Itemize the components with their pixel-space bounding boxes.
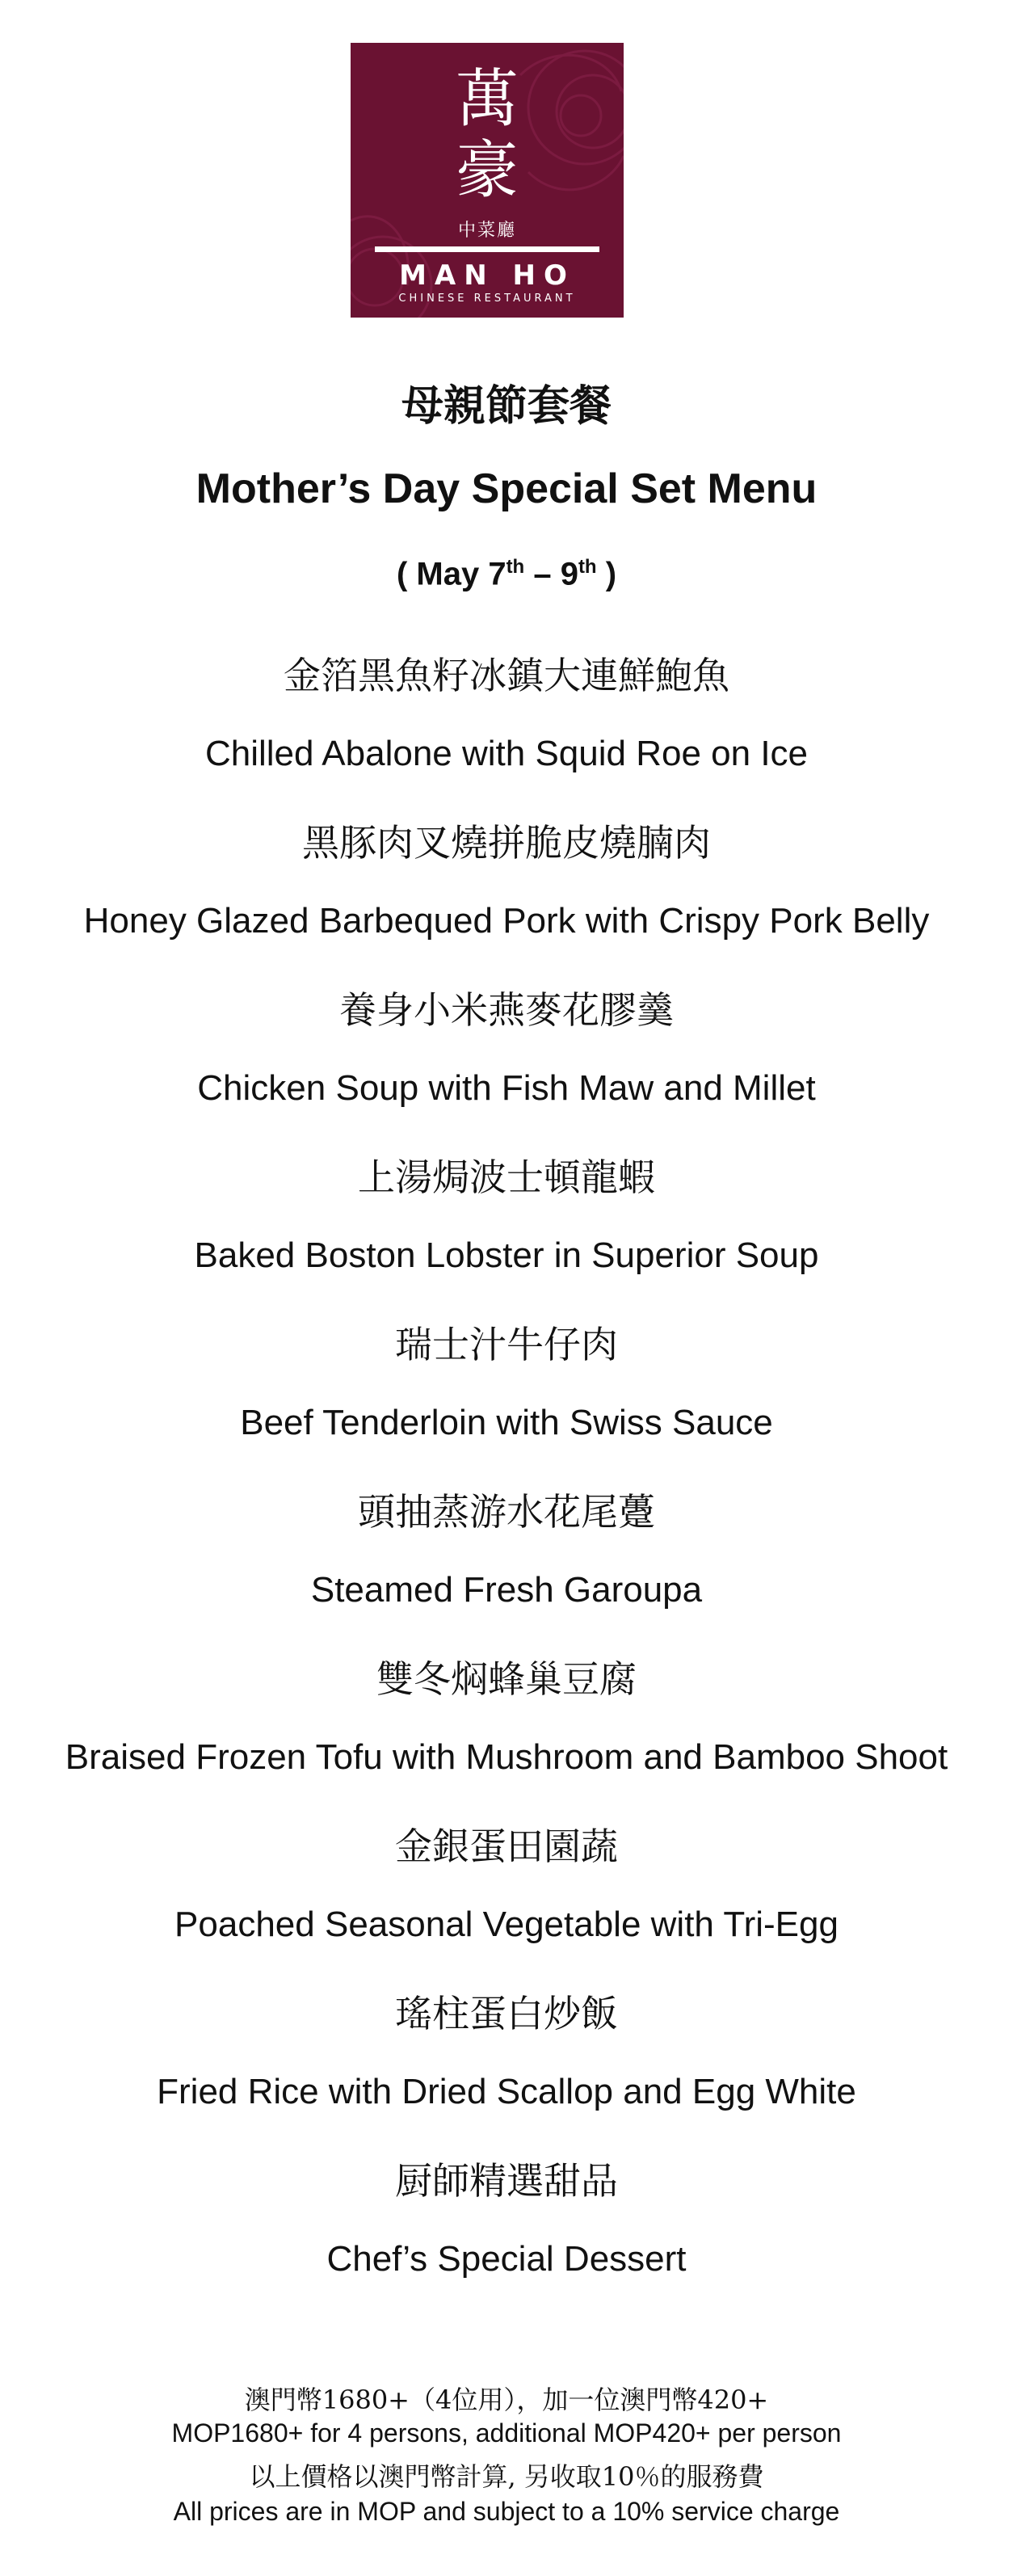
logo-subtitle: CHINESE RESTAURANT	[398, 293, 576, 305]
dish-name-zh: 養身小米燕麥花膠羹	[339, 988, 674, 1032]
restaurant-logo	[351, 43, 624, 318]
dish-name-en: Baked Boston Lobster in Superior Soup	[194, 1235, 819, 1275]
logo-brand: MAN HO	[399, 259, 575, 292]
dish-name-zh: 上湯焗波士頓龍蝦	[358, 1155, 655, 1199]
menu-title-en: Mother’s Day Special Set Menu	[195, 465, 818, 512]
menu-title-zh: 母親節套餐	[401, 381, 612, 431]
dish-name-zh: 瑞士汁牛仔肉	[395, 1323, 618, 1366]
dish-name-en: Chicken Soup with Fish Maw and Millet	[197, 1068, 816, 1108]
price-en: MOP1680+ for 4 persons, additional MOP420+ per person	[171, 2418, 842, 2448]
service-note-en: All prices are in MOP and subject to a 10% service charge	[173, 2497, 840, 2526]
dish-name-en: Honey Glazed Barbequed Pork with Crispy Pork Belly	[83, 901, 930, 941]
menu-dates: ( May 7th – 9th )	[396, 556, 617, 592]
dish-name-en: Fried Rice with Dried Scallop and Egg White	[157, 2072, 856, 2111]
dish-name-zh: 金銀蛋田園蔬	[395, 1825, 618, 1868]
dish-name-en: Beef Tenderloin with Swiss Sauce	[240, 1403, 773, 1442]
dish-name-en: Braised Frozen Tofu with Mushroom and Bamboo Shoot	[65, 1737, 948, 1777]
dish-name-zh: 雙冬焖蜂巢豆腐	[376, 1657, 637, 1701]
dish-name-en: Poached Seasonal Vegetable with Tri-Egg	[174, 1905, 839, 1944]
dish-name-zh: 金箔黑魚籽冰鎮大連鮮鮑魚	[284, 654, 729, 697]
dish-name-en: Chilled Abalone with Squid Roe on Ice	[204, 734, 809, 773]
dish-name-zh: 黑豚肉叉燒拼脆皮燒腩肉	[302, 821, 711, 865]
dish-name-en: Steamed Fresh Garoupa	[310, 1570, 703, 1610]
dish-name-zh: 頭抽蒸游水花尾躉	[358, 1490, 655, 1534]
logo-chinese-small: 中菜廳	[457, 221, 516, 241]
dish-name-en: Chef’s Special Dessert	[326, 2239, 687, 2279]
price-zh: 澳門幣1680+（4位用），加一位澳門幣420+	[244, 2384, 769, 2415]
service-note-zh: 以上價格以澳門幣計算, 另收取10％的服務費	[249, 2461, 764, 2492]
logo-divider	[375, 246, 599, 252]
dish-name-zh: 厨師精選甜品	[395, 2159, 618, 2203]
dish-name-zh: 瑤柱蛋白炒飯	[395, 1992, 618, 2035]
logo-chinese-top: 萬	[455, 63, 519, 136]
logo-chinese-bottom: 豪	[455, 134, 519, 207]
